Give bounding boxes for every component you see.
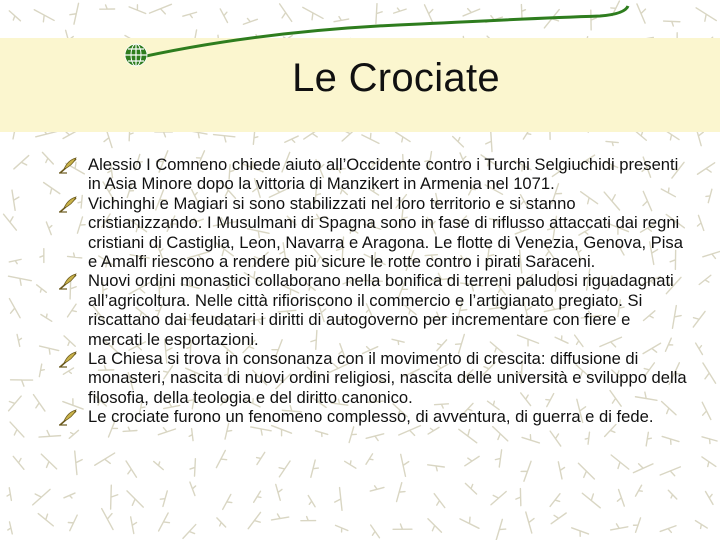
pattern-doodle xyxy=(585,432,589,444)
pattern-doodle xyxy=(551,513,566,524)
pattern-doodle xyxy=(558,462,564,479)
pattern-doodle xyxy=(617,489,624,506)
pattern-doodle xyxy=(75,451,82,475)
pattern-doodle xyxy=(668,490,676,499)
bullet-text: Nuovi ordini monastici collaborano nella bonifica di terreni paludosi riguadagnati all’agricoltura. Nelle città rifioriscono il commercio e l’artigianato pregiato. Si riscattano dai feudatari i diritti di autogoverno per incrementare con fiere e mercati le esportazioni. xyxy=(88,271,674,349)
pattern-doodle xyxy=(522,435,539,443)
pattern-doodle xyxy=(401,454,409,476)
pattern-doodle xyxy=(17,334,21,346)
pattern-doodle xyxy=(223,494,232,509)
pattern-doodle xyxy=(335,488,342,511)
pattern-doodle xyxy=(37,285,47,292)
pattern-doodle xyxy=(399,426,421,436)
pattern-doodle xyxy=(217,518,226,527)
pattern-doodle xyxy=(702,402,711,419)
pattern-doodle xyxy=(366,454,373,464)
pattern-doodle xyxy=(702,457,716,467)
pattern-doodle xyxy=(428,427,439,434)
pattern-doodle xyxy=(33,395,44,411)
pattern-doodle xyxy=(526,512,534,533)
bullet-item xyxy=(88,155,688,194)
pattern-doodle xyxy=(465,456,479,465)
pattern-doodle xyxy=(154,461,164,469)
bullet-text: Le crociate furono un fenomeno complesso, di avventura, di guerra e di fede. xyxy=(88,407,654,427)
pattern-doodle xyxy=(349,427,356,443)
bullet-item xyxy=(88,271,688,349)
pattern-doodle xyxy=(40,346,59,354)
pattern-doodle xyxy=(370,486,384,491)
pattern-doodle xyxy=(279,461,290,477)
pattern-doodle xyxy=(491,491,506,504)
pattern-doodle xyxy=(606,141,618,145)
pattern-doodle xyxy=(68,253,82,258)
pattern-doodle xyxy=(68,515,77,531)
pattern-doodle xyxy=(465,483,476,494)
pattern-doodle xyxy=(63,368,73,374)
pattern-doodle xyxy=(40,249,44,263)
pattern-doodle xyxy=(14,156,29,169)
pattern-doodle xyxy=(190,459,195,476)
pattern-doodle xyxy=(315,431,327,437)
bullet-list xyxy=(88,155,688,427)
pattern-doodle xyxy=(636,485,643,496)
quill-bullet-icon xyxy=(58,156,78,174)
pattern-doodle xyxy=(78,195,82,208)
pattern-doodle xyxy=(12,190,19,210)
pattern-doodle xyxy=(702,437,717,444)
pattern-doodle xyxy=(366,434,384,441)
pattern-doodle xyxy=(582,493,600,508)
pattern-doodle xyxy=(634,518,641,532)
pattern-doodle xyxy=(434,494,445,508)
pattern-doodle xyxy=(251,427,271,435)
pattern-doodle xyxy=(216,450,226,467)
pattern-doodle xyxy=(521,461,531,481)
pattern-doodle xyxy=(706,189,712,202)
pattern-doodle xyxy=(9,299,20,318)
quill-bullet-icon xyxy=(58,272,78,290)
pattern-doodle xyxy=(646,432,651,446)
pattern-doodle xyxy=(95,453,115,465)
pattern-doodle xyxy=(496,519,505,539)
pattern-doodle xyxy=(123,427,137,431)
pattern-doodle xyxy=(39,364,44,377)
pattern-doodle xyxy=(695,521,707,529)
pattern-doodle xyxy=(7,488,11,501)
pattern-doodle xyxy=(660,467,680,476)
pattern-doodle xyxy=(428,465,445,471)
pattern-doodle xyxy=(516,489,521,506)
pattern-doodle xyxy=(703,363,716,383)
pattern-doodle xyxy=(4,214,17,230)
bullet-item xyxy=(88,349,688,407)
pattern-doodle xyxy=(703,251,720,258)
pattern-doodle xyxy=(572,528,589,536)
quill-bullet-icon xyxy=(58,350,78,368)
pattern-doodle xyxy=(493,427,508,441)
pattern-doodle xyxy=(68,304,77,317)
pattern-doodle xyxy=(33,489,50,504)
pattern-doodle xyxy=(9,259,21,263)
pattern-doodle xyxy=(336,525,348,532)
pattern-doodle xyxy=(611,524,628,530)
pattern-doodle xyxy=(10,422,24,437)
bullet-text: Alessio I Comneno chiede aiuto all’Occidente contro i Turchi Selgiuchidi presenti in Asia Minore dopo la vittoria di Manzikert in Armenia nel 1071. xyxy=(88,155,679,194)
pattern-doodle xyxy=(696,343,703,354)
pattern-doodle xyxy=(272,514,289,520)
pattern-doodle xyxy=(160,491,167,506)
pattern-doodle xyxy=(428,519,442,533)
pattern-doodle xyxy=(159,513,170,531)
pattern-doodle xyxy=(697,215,703,230)
pattern-doodle xyxy=(308,496,315,507)
pattern-doodle xyxy=(39,430,60,437)
pattern-doodle xyxy=(706,491,714,504)
pattern-doodle xyxy=(660,526,676,533)
pattern-doodle xyxy=(254,491,261,502)
pattern-doodle xyxy=(693,311,705,327)
pattern-doodle xyxy=(9,396,22,411)
pattern-doodle xyxy=(77,217,85,233)
quill-bullet-icon xyxy=(58,195,78,213)
quill-bullet-icon xyxy=(58,408,78,426)
pattern-doodle xyxy=(111,485,118,509)
pattern-doodle xyxy=(189,429,193,441)
pattern-doodle xyxy=(64,336,75,346)
pattern-doodle xyxy=(397,483,405,502)
pattern-doodle xyxy=(126,461,136,477)
pattern-doodle xyxy=(248,512,260,528)
pattern-doodle xyxy=(371,525,380,538)
pattern-doodle xyxy=(301,517,316,521)
pattern-doodle xyxy=(345,461,356,468)
pattern-doodle xyxy=(550,431,561,446)
pattern-doodle xyxy=(13,456,24,469)
pattern-doodle xyxy=(64,493,75,498)
bullet-text: La Chiesa si trova in consonanza con il movimento di crescita: diffusione di monasteri, nascita di nuovi ordini religiosi, nascita delle università e sviluppo della filosofia, della teologia e del diritto canonico. xyxy=(88,349,687,407)
bullet-text: Vichinghi e Magiari si sono stabilizzati nel loro territorio e si stanno cristianizzando. I Musulmani di Spagna sono in fase di riflusso attaccati dai regni cristiani di Castiglia, Leon, Navarra e Aragona. Le flotte di Venezia, Genova, Pisa e Amalfi riescono a rendere più sicure le rotte contro i pirati Saraceni. xyxy=(88,193,683,272)
pattern-doodle xyxy=(131,517,137,534)
pattern-doodle xyxy=(633,464,652,473)
pattern-doodle xyxy=(8,522,12,534)
pattern-doodle xyxy=(459,429,477,442)
pattern-doodle xyxy=(662,436,679,444)
pattern-doodle xyxy=(46,222,51,235)
pattern-doodle xyxy=(38,514,53,526)
pattern-doodle xyxy=(611,455,629,469)
pattern-doodle xyxy=(699,275,711,284)
pattern-doodle xyxy=(257,452,265,464)
pattern-doodle xyxy=(41,454,56,469)
pattern-doodle xyxy=(44,183,60,194)
slide-title: Le Crociate xyxy=(292,56,500,100)
pattern-doodle xyxy=(697,163,714,174)
pattern-doodle xyxy=(460,517,479,528)
pattern-doodle xyxy=(183,525,196,539)
pattern-doodle xyxy=(550,494,560,507)
bullet-item xyxy=(88,407,688,426)
pattern-doodle xyxy=(127,491,143,507)
pattern-doodle xyxy=(190,482,196,495)
pattern-doodle xyxy=(276,484,282,500)
pattern-doodle xyxy=(8,276,31,285)
pattern-doodle xyxy=(102,509,113,530)
pattern-doodle xyxy=(578,463,594,479)
pattern-doodle xyxy=(41,314,52,321)
pattern-doodle xyxy=(11,380,33,386)
pattern-doodle xyxy=(272,426,292,436)
pattern-doodle xyxy=(158,428,175,435)
pattern-doodle xyxy=(311,460,319,477)
pattern-doodle xyxy=(495,450,501,467)
pattern-doodle xyxy=(393,524,412,529)
pattern-doodle xyxy=(42,152,53,164)
bullet-item xyxy=(88,194,688,272)
decorative-swoosh-line xyxy=(128,6,628,60)
pattern-doodle xyxy=(69,430,78,438)
